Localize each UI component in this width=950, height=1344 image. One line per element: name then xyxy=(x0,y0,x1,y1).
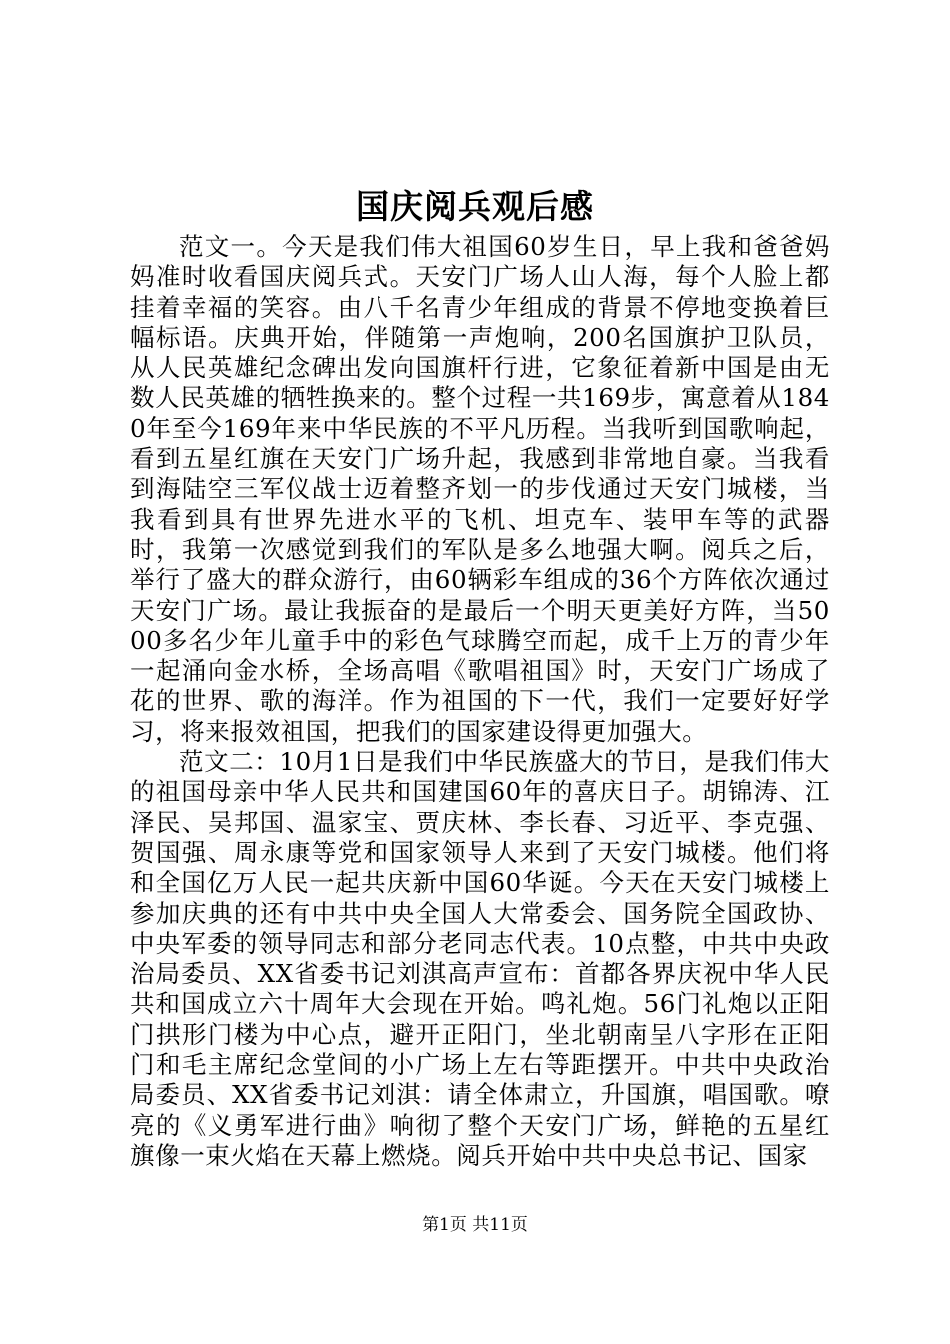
page-footer: 第1页 共11页 xyxy=(422,1215,528,1235)
document-body xyxy=(130,232,830,1171)
page-title: 国庆阅兵观后感 xyxy=(356,187,594,226)
paragraph-2: 范文二：10月1日是我们中华民族盛大的节日，是我们伟大的祖国母亲中华人民共和国建国60年的喜庆日子。胡锦涛、江泽民、吴邦国、温家宝、贾庆林、李长春、习近平、李克强、贺国强、周永康等党和国家领导人来到了天安门城楼。他们将和全国亿万人民一起共庆新中国60华诞。今天在天安门城楼上参加庆典的还有中共中央全国人大常委会、国务院全国政协、中央军委的领导同志和部分老同志代表。10点整，中共中央政治局委员、XX省委书记刘淇高声宣布：首都各界庆祝中华人民共和国成立六十周年大会现在开始。鸣礼炮。56门礼炮以正阳门拱形门楼为中心点，避开正阳门，坐北朝南呈八字形在正阳门和毛主席纪念堂间的小广场上左右等距摆开。中共中央政治局委员、XX省委书记刘淇：请全体肃立，升国旗，唱国歌。嘹亮的《义勇军进行曲》响彻了整个天安门广场，鲜艳的五星红旗像一束火焰在天幕上燃烧。阅兵开始中共中央总书记、国家 xyxy=(130,747,830,1170)
paragraph-1: 范文一。今天是我们伟大祖国60岁生日，早上我和爸爸妈妈准时收看国庆阅兵式。天安门广场人山人海，每个人脸上都挂着幸福的笑容。由八千名青少年组成的背景不停地变换着巨幅标语。庆典开始，伴随第一声炮响，200名国旗护卫队员，从人民英雄纪念碑出发向国旗杆行进，它象征着新中国是由无数人民英雄的牺牲换来的。整个过程一共169步，寓意着从1840年至今169年来中华民族的不平凡历程。当我听到国歌响起，看到五星红旗在天安门广场升起，我感到非常地自豪。当我看到海陆空三军仪战士迈着整齐划一的步伐通过天安门城楼，当我看到具有世界先进水平的飞机、坦克车、装甲车等的武器时，我第一次感觉到我们的军队是多么地强大啊。阅兵之后，举行了盛大的群众游行，由60辆彩车组成的36个方阵依次通过天安门广场。最让我振奋的是最后一个明天更美好方阵，当5000多名少年儿童手中的彩色气球腾空而起，成千上万的青少年一起涌向金水桥，全场高唱《歌唱祖国》时，天安门广场成了花的世界、歌的海洋。作为祖国的下一代，我们一定要好好学习，将来报效祖国，把我们的国家建设得更加强大。 xyxy=(130,232,830,746)
